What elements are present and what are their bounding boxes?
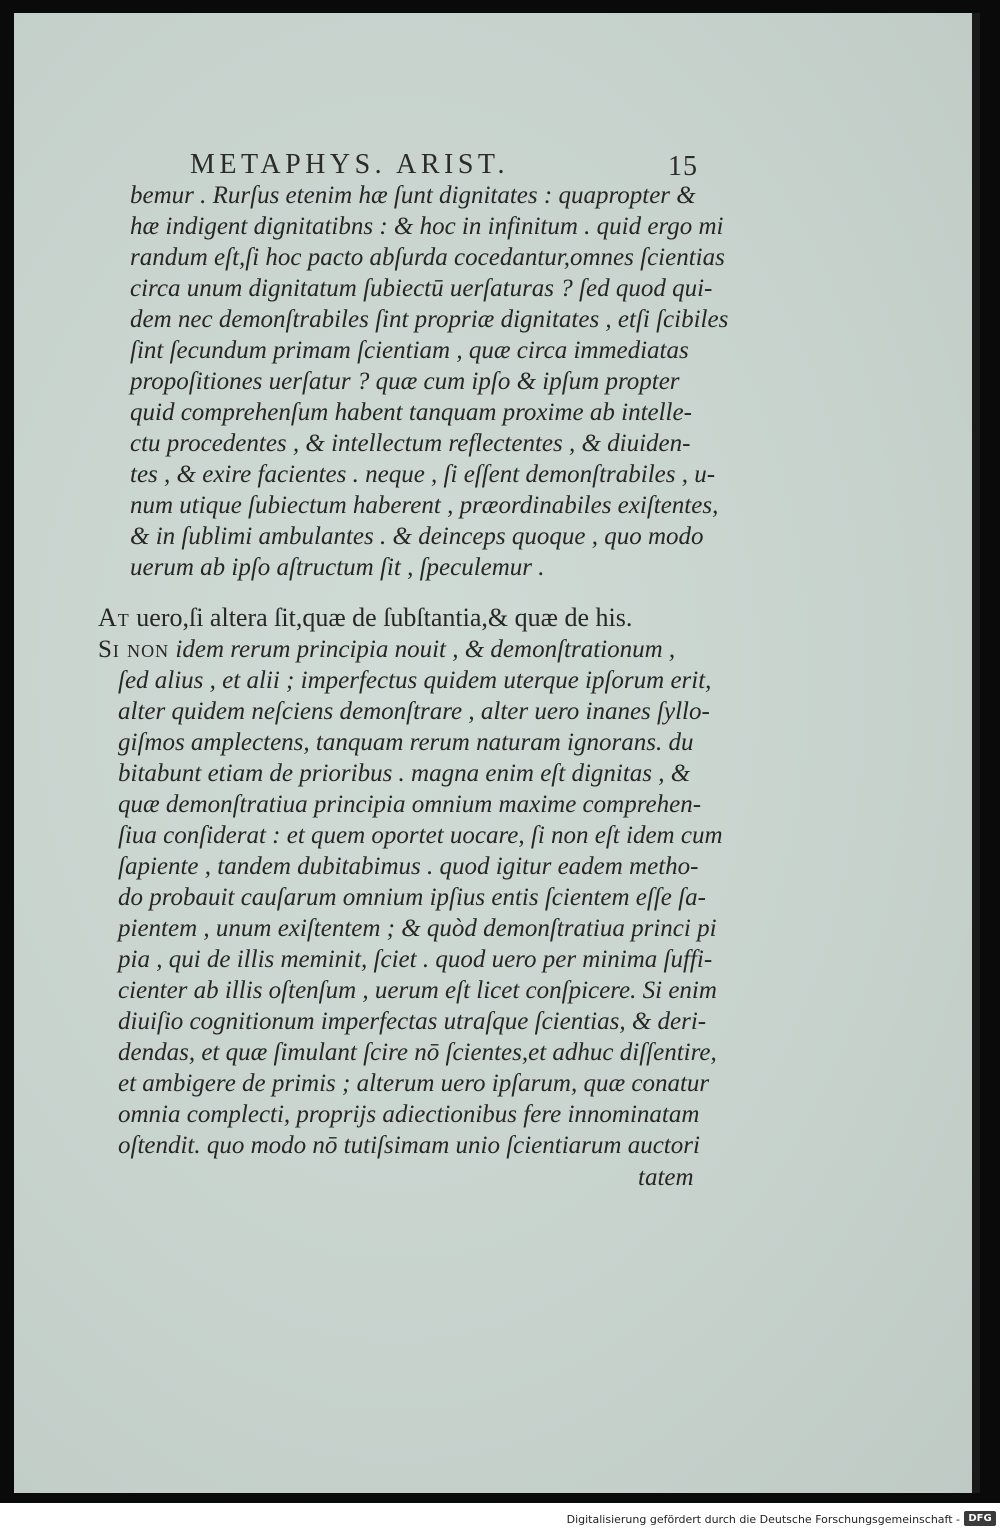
text-line: pientem , unum exiſtentem ; & quòd demonſtratiua princi pi xyxy=(118,915,717,942)
text-line: do probauit cauſarum omnium ipſius entis ſcientem eſſe ſa- xyxy=(118,884,706,911)
catchword: tatem xyxy=(638,1164,694,1191)
text-line: quæ demonſtratiua principia omnium maxime comprehen- xyxy=(118,791,702,818)
text-line: giſmos amplectens, tanquam rerum naturam ignorans. du xyxy=(118,729,694,756)
running-head: METAPHYS. ARIST. xyxy=(190,149,509,180)
text-line: cienter ab illis oſtenſum , uerum eſt licet conſpicere. Si enim xyxy=(118,977,717,1004)
lemma-line xyxy=(98,603,632,633)
text-line: uerum ab ipſo aſtructum ſit , ſpeculemur . xyxy=(130,554,545,581)
text-line: circa unum dignitatum ſubiectū uerſaturas ? ſed quod qui- xyxy=(130,275,713,302)
text-line: et ambigere de primis ; alterum uero ipſarum, quæ conatur xyxy=(118,1070,710,1097)
text-line: ſed alius , et alii ; imperfectus quidem uterque ipſorum erit, xyxy=(118,667,712,694)
text-line: randum eſt,ſi hoc pacto abſurda cocedantur,omnes ſcientias xyxy=(130,244,725,271)
text-line: pia , qui de illis meminit, ſciet . quod uero per minima ſuffi- xyxy=(118,946,713,973)
text-line: quid comprehenſum habent tanquam proxime ab intelle- xyxy=(130,399,692,426)
page-number: 15 xyxy=(668,151,698,182)
text-line: ſapiente , tandem dubitabimus . quod igitur eadem metho- xyxy=(118,853,699,880)
text-line: omnia complecti, proprijs adiectionibus fere innominatam xyxy=(118,1101,700,1128)
text-line: propoſitiones uerſatur ? quæ cum ipſo & ipſum propter xyxy=(130,368,680,395)
paragraph-initial: Si non xyxy=(98,636,170,663)
text-line: & in ſublimi ambulantes . & deinceps quoque , quo modo xyxy=(130,523,704,550)
lemma-text: uero,ſi altera ſit,quæ de ſubſtantia,& quæ de his. xyxy=(129,603,633,632)
text-line xyxy=(98,635,675,665)
paragraph-first-text: idem rerum principia nouit , & demonſtrationum , xyxy=(169,636,676,663)
footer-credit: Digitalisierung gefördert durch die Deutsche Forschungsgemeinschaft - xyxy=(566,1513,960,1526)
text-line: dem nec demonſtrabiles ſint propriæ dignitates , etſi ſcibiles xyxy=(130,306,729,333)
text-line: hæ indigent dignitatibns : & hoc in infinitum . quid ergo mi xyxy=(130,213,724,240)
text-line: oſtendit. quo modo nō tutiſsimam unio ſcientiarum auctori xyxy=(118,1132,700,1159)
text-line: ſint ſecundum primam ſcientiam , quæ circa immediatas xyxy=(130,337,689,364)
text-line: diuiſio cognitionum imperfectas utraſque ſcientias, & deri- xyxy=(118,1008,707,1035)
book-page xyxy=(14,13,972,1493)
text-line: dendas, et quæ ſimulant ſcire nō ſcientes,et adhuc diſſentire, xyxy=(118,1039,717,1066)
lemma-initial: At xyxy=(98,603,130,632)
text-line: ſiua conſiderat : et quem oportet uocare, ſi non eſt idem cum xyxy=(118,822,723,849)
page-edge xyxy=(972,13,980,1493)
text-line: ctu procedentes , & intellectum reflectentes , & diuiden- xyxy=(130,430,691,457)
text-line: bemur . Rurſus etenim hæ ſunt dignitates : quapropter & xyxy=(130,182,696,209)
dfg-logo: DFG xyxy=(964,1511,996,1526)
footer-bar xyxy=(0,1503,1000,1529)
text-line: num utique ſubiectum haberent , præordinabiles exiſtentes, xyxy=(130,492,719,519)
text-line: bitabunt etiam de prioribus . magna enim eſt dignitas , & xyxy=(118,760,691,787)
text-line: alter quidem neſciens demonſtrare , alter uero inanes ſyllo- xyxy=(118,698,710,725)
text-line: tes , & exire facientes . neque , ſi eſſent demonſtrabiles , u- xyxy=(130,461,716,488)
